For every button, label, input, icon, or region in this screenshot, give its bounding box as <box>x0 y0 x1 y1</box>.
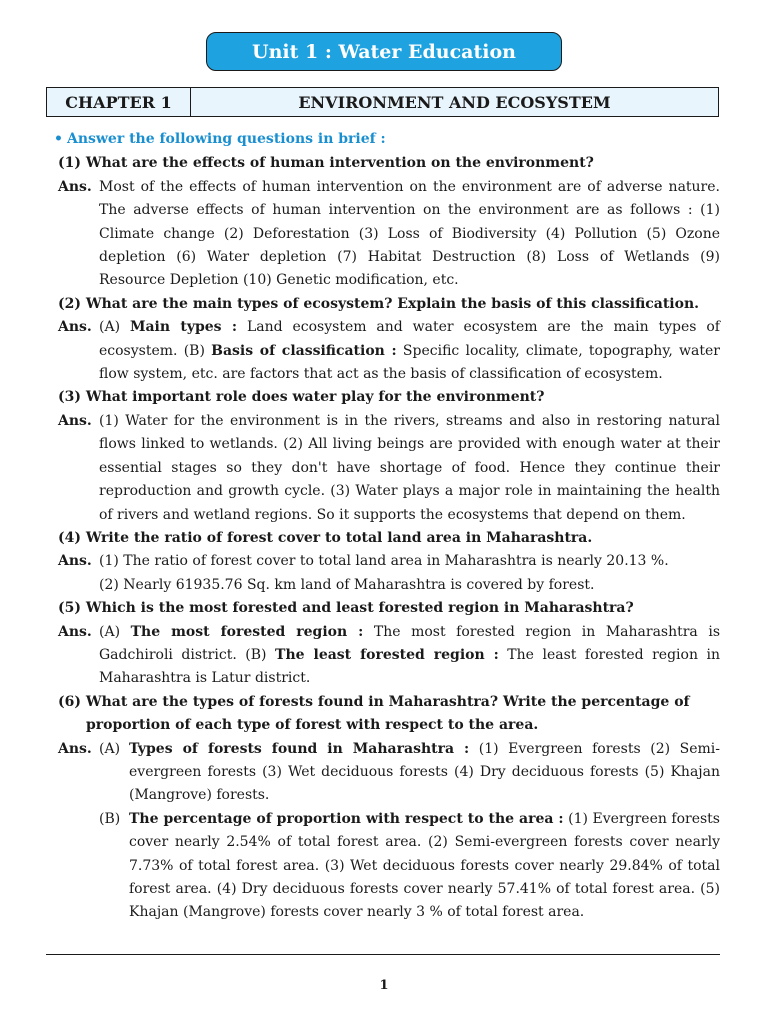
answer-term: Types of forests found in Maharashtra : <box>129 740 470 757</box>
question-5: (5) Which is the most forested and least forested region in Maharashtra? <box>58 600 634 617</box>
answer-5 <box>48 621 720 691</box>
page-number: 1 <box>379 978 389 993</box>
answer-1 <box>48 176 720 293</box>
answer-term: Basis of classification : <box>211 342 397 359</box>
intro-text: Answer the following questions in brief : <box>66 131 386 147</box>
unit-title-banner <box>206 32 562 71</box>
answer-marker: (A) <box>99 740 121 757</box>
answer-body: (1) Evergreen forests (2) Semi-evergreen forests (3) Wet deciduous forests (4) Dry deciduous forests (5) Khajan (Mangrove) forests. <box>129 740 721 804</box>
answer-label: Ans. <box>58 412 92 429</box>
answer-marker: (A) <box>99 623 121 640</box>
answer-part-b <box>99 808 720 925</box>
answer-marker: (A) <box>99 319 121 336</box>
answer-line: (2) Nearly 61935.76 Sq. km land of Maharashtra is covered by forest. <box>99 576 595 593</box>
answer-label: Ans. <box>58 623 92 640</box>
answer-term: The least forested region : <box>275 646 499 663</box>
question-1: (1) What are the effects of human intervention on the environment? <box>58 155 594 172</box>
answer-3 <box>48 410 720 527</box>
answer-line: (1) The ratio of forest cover to total land area in Maharashtra is nearly 20.13 %. <box>99 553 669 570</box>
page-content <box>48 128 720 925</box>
answer-4 <box>48 550 720 597</box>
section-intro <box>48 128 720 151</box>
answer-text <box>99 316 720 386</box>
answer-body: Land ecosystem and water ecosystem are the main types of ecosystem. (B) <box>99 319 720 359</box>
answer-term: The most forested region : <box>130 623 364 640</box>
question-4: (4) Write the ratio of forest cover to total land area in Maharashtra. <box>58 529 593 546</box>
answer-2 <box>48 316 720 386</box>
question-2: (2) What are the main types of ecosystem? Explain the basis of this classification. <box>58 295 700 312</box>
answer-term: The percentage of proportion with respect to the area : <box>129 810 564 827</box>
answer-label: Ans. <box>58 553 92 570</box>
answer-label: Ans. <box>58 319 92 336</box>
answer-text <box>99 550 720 597</box>
question-3: (3) What important role does water play for the environment? <box>58 389 545 406</box>
answer-text <box>99 738 720 925</box>
chapter-number: CHAPTER 1 <box>47 88 191 116</box>
footer-divider <box>46 954 720 955</box>
answer-label: Ans. <box>58 178 92 195</box>
answer-term: Main types : <box>129 319 238 336</box>
chapter-header <box>46 87 719 117</box>
bullet-icon: • <box>54 131 63 147</box>
answer-marker: (B) <box>99 810 121 827</box>
answer-label: Ans. <box>58 740 92 757</box>
chapter-title: ENVIRONMENT AND ECOSYSTEM <box>298 92 611 112</box>
answer-6 <box>48 738 720 925</box>
answer-body: The most forested region in Maharashtra is Gadchiroli district. (B) <box>99 623 720 663</box>
question-6: (6) What are the types of forests found in Maharashtra? Write the percentage of proportion of each type of forest with respect to the area. <box>58 693 690 734</box>
answer-body: Specific locality, climate, topography, water flow system, etc. are factors that act as the basis of classification of ecosystem. <box>99 342 720 383</box>
answer-text: (1) Water for the environment is in the rivers, streams and also in restoring natural flows linked to wetlands. (2) All living beings are provided with enough water at their essential stages so they don't have shortage of food. Hence they continue their reproduction and growth cycle. (3) Water plays a major role in maintaining the health of rivers and wetland regions. So it supports the ecosystems that depend on them. <box>99 412 720 523</box>
answer-text <box>99 621 720 691</box>
answer-part-a <box>99 738 720 808</box>
unit-title: Unit 1 : Water Education <box>252 40 516 63</box>
answer-text: Most of the effects of human intervention on the environment are of adverse nature. The adverse effects of human intervention on the environment are as follows : (1) Climate change (2) Deforestation (3) Loss of Biodiversity (4) Pollution (5) Ozone depletion (6) Water depletion (7) Habitat Destruction (8) Loss of Wetlands (9) Resource Depletion (10) Genetic modification, etc. <box>99 178 720 289</box>
answer-body: The least forested region in Maharashtra is Latur district. <box>99 646 720 687</box>
answer-body: (1) Evergreen forests cover nearly 2.54% of total forest area. (2) Semi-evergreen forests cover nearly 7.73% of total forest area. (3) Wet deciduous forests cover nearly 29.84% of total forest area. (4) Dry deciduous forests cover nearly 57.41% of total forest area. (5) Khajan (Mangrove) forests cover nearly 3 % of total forest area. <box>129 810 720 921</box>
